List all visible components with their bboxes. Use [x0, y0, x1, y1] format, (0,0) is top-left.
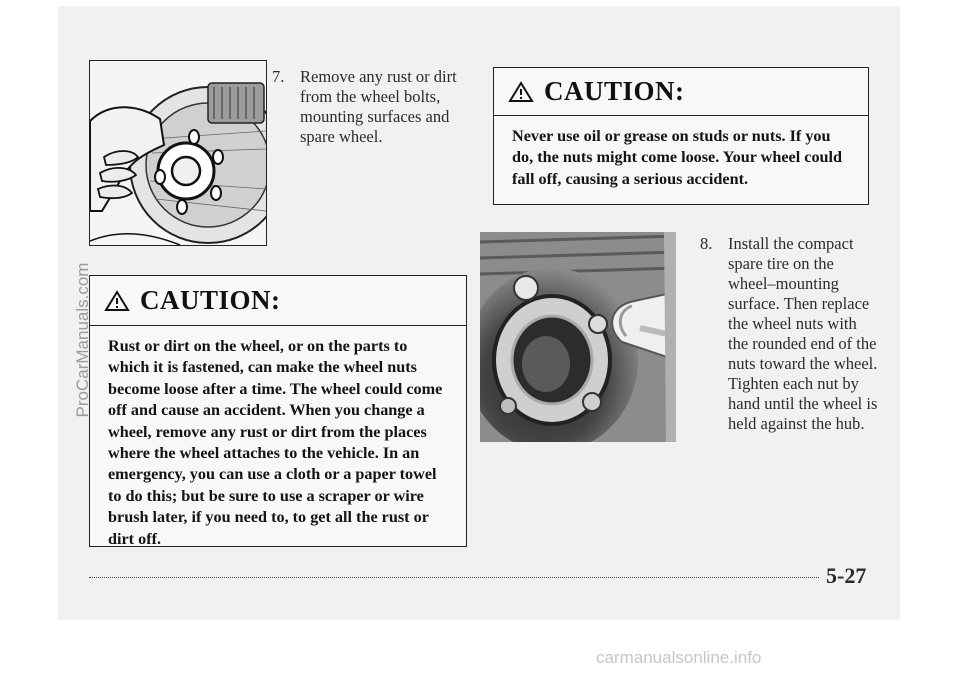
step-line: nuts toward the wheel. — [728, 354, 878, 373]
step-line: Remove any rust or dirt — [300, 67, 457, 86]
step-line: the rounded end of the — [728, 334, 877, 353]
caution-line: where the wheel attaches to the vehicle. In an — [108, 444, 420, 463]
page-number: 5-27 — [826, 563, 867, 588]
step-line: wheel–mounting — [728, 274, 839, 293]
caution-text — [494, 116, 868, 190]
caution-line: to do this; but be sure to use a scraper or wire — [108, 486, 424, 505]
caution-line: Rust or dirt on the wheel, or on the parts to — [108, 337, 408, 355]
step-line: the wheel nuts with — [728, 314, 857, 333]
footer-rule — [89, 577, 819, 578]
spare-tire-photo — [480, 232, 676, 442]
step-8 — [700, 234, 884, 438]
caution-line: dirt off. — [108, 529, 162, 548]
caution-text — [90, 326, 466, 550]
step-number: 7. — [272, 67, 285, 86]
footer-watermark: carmanualsonline.info — [596, 648, 762, 667]
caution-line: emergency, you can use a cloth or a paper towel — [108, 465, 437, 484]
step-line: hand until the wheel is — [728, 394, 878, 413]
caution-line: which it is fastened, can make the wheel nuts — [108, 358, 417, 377]
side-watermark: ProCarManuals.com — [73, 262, 92, 418]
step-line: spare wheel. — [300, 127, 383, 146]
caution-line: off and cause an accident. When you change a — [108, 401, 425, 420]
step-line: surface. Then replace — [728, 294, 870, 313]
caution-rust-dirt — [89, 275, 467, 547]
caution-line: brush later, if you need to, to get all the rust or — [108, 508, 429, 527]
step-line: held against the hub. — [728, 414, 865, 433]
caution-oil-grease — [493, 67, 869, 205]
step-line: Install the compact — [728, 234, 854, 253]
step-line: from the wheel bolts, — [300, 87, 441, 106]
step-line: spare tire on the — [728, 254, 834, 273]
step-line: mounting surfaces and — [300, 107, 450, 126]
caution-heading: CAUTION: — [544, 76, 685, 106]
caution-line: fall off, causing a serious accident. — [512, 169, 749, 188]
step-line: Tighten each nut by — [728, 374, 859, 393]
warning-triangle-icon — [104, 290, 130, 312]
step-number: 8. — [700, 234, 713, 253]
caution-line: become loose after a time. The wheel could come — [108, 379, 443, 398]
step-7 — [272, 67, 472, 149]
caution-header — [494, 68, 868, 116]
caution-line: Never use oil or grease on studs or nuts. If you — [512, 127, 831, 145]
caution-header — [90, 276, 466, 326]
caution-line: do, the nuts might come loose. Your wheel could — [512, 148, 843, 167]
caution-heading: CAUTION: — [140, 285, 281, 315]
warning-triangle-icon — [508, 81, 534, 103]
caution-line: wheel, remove any rust or dirt from the places — [108, 422, 427, 441]
hub-cleaning-illustration — [89, 60, 267, 246]
